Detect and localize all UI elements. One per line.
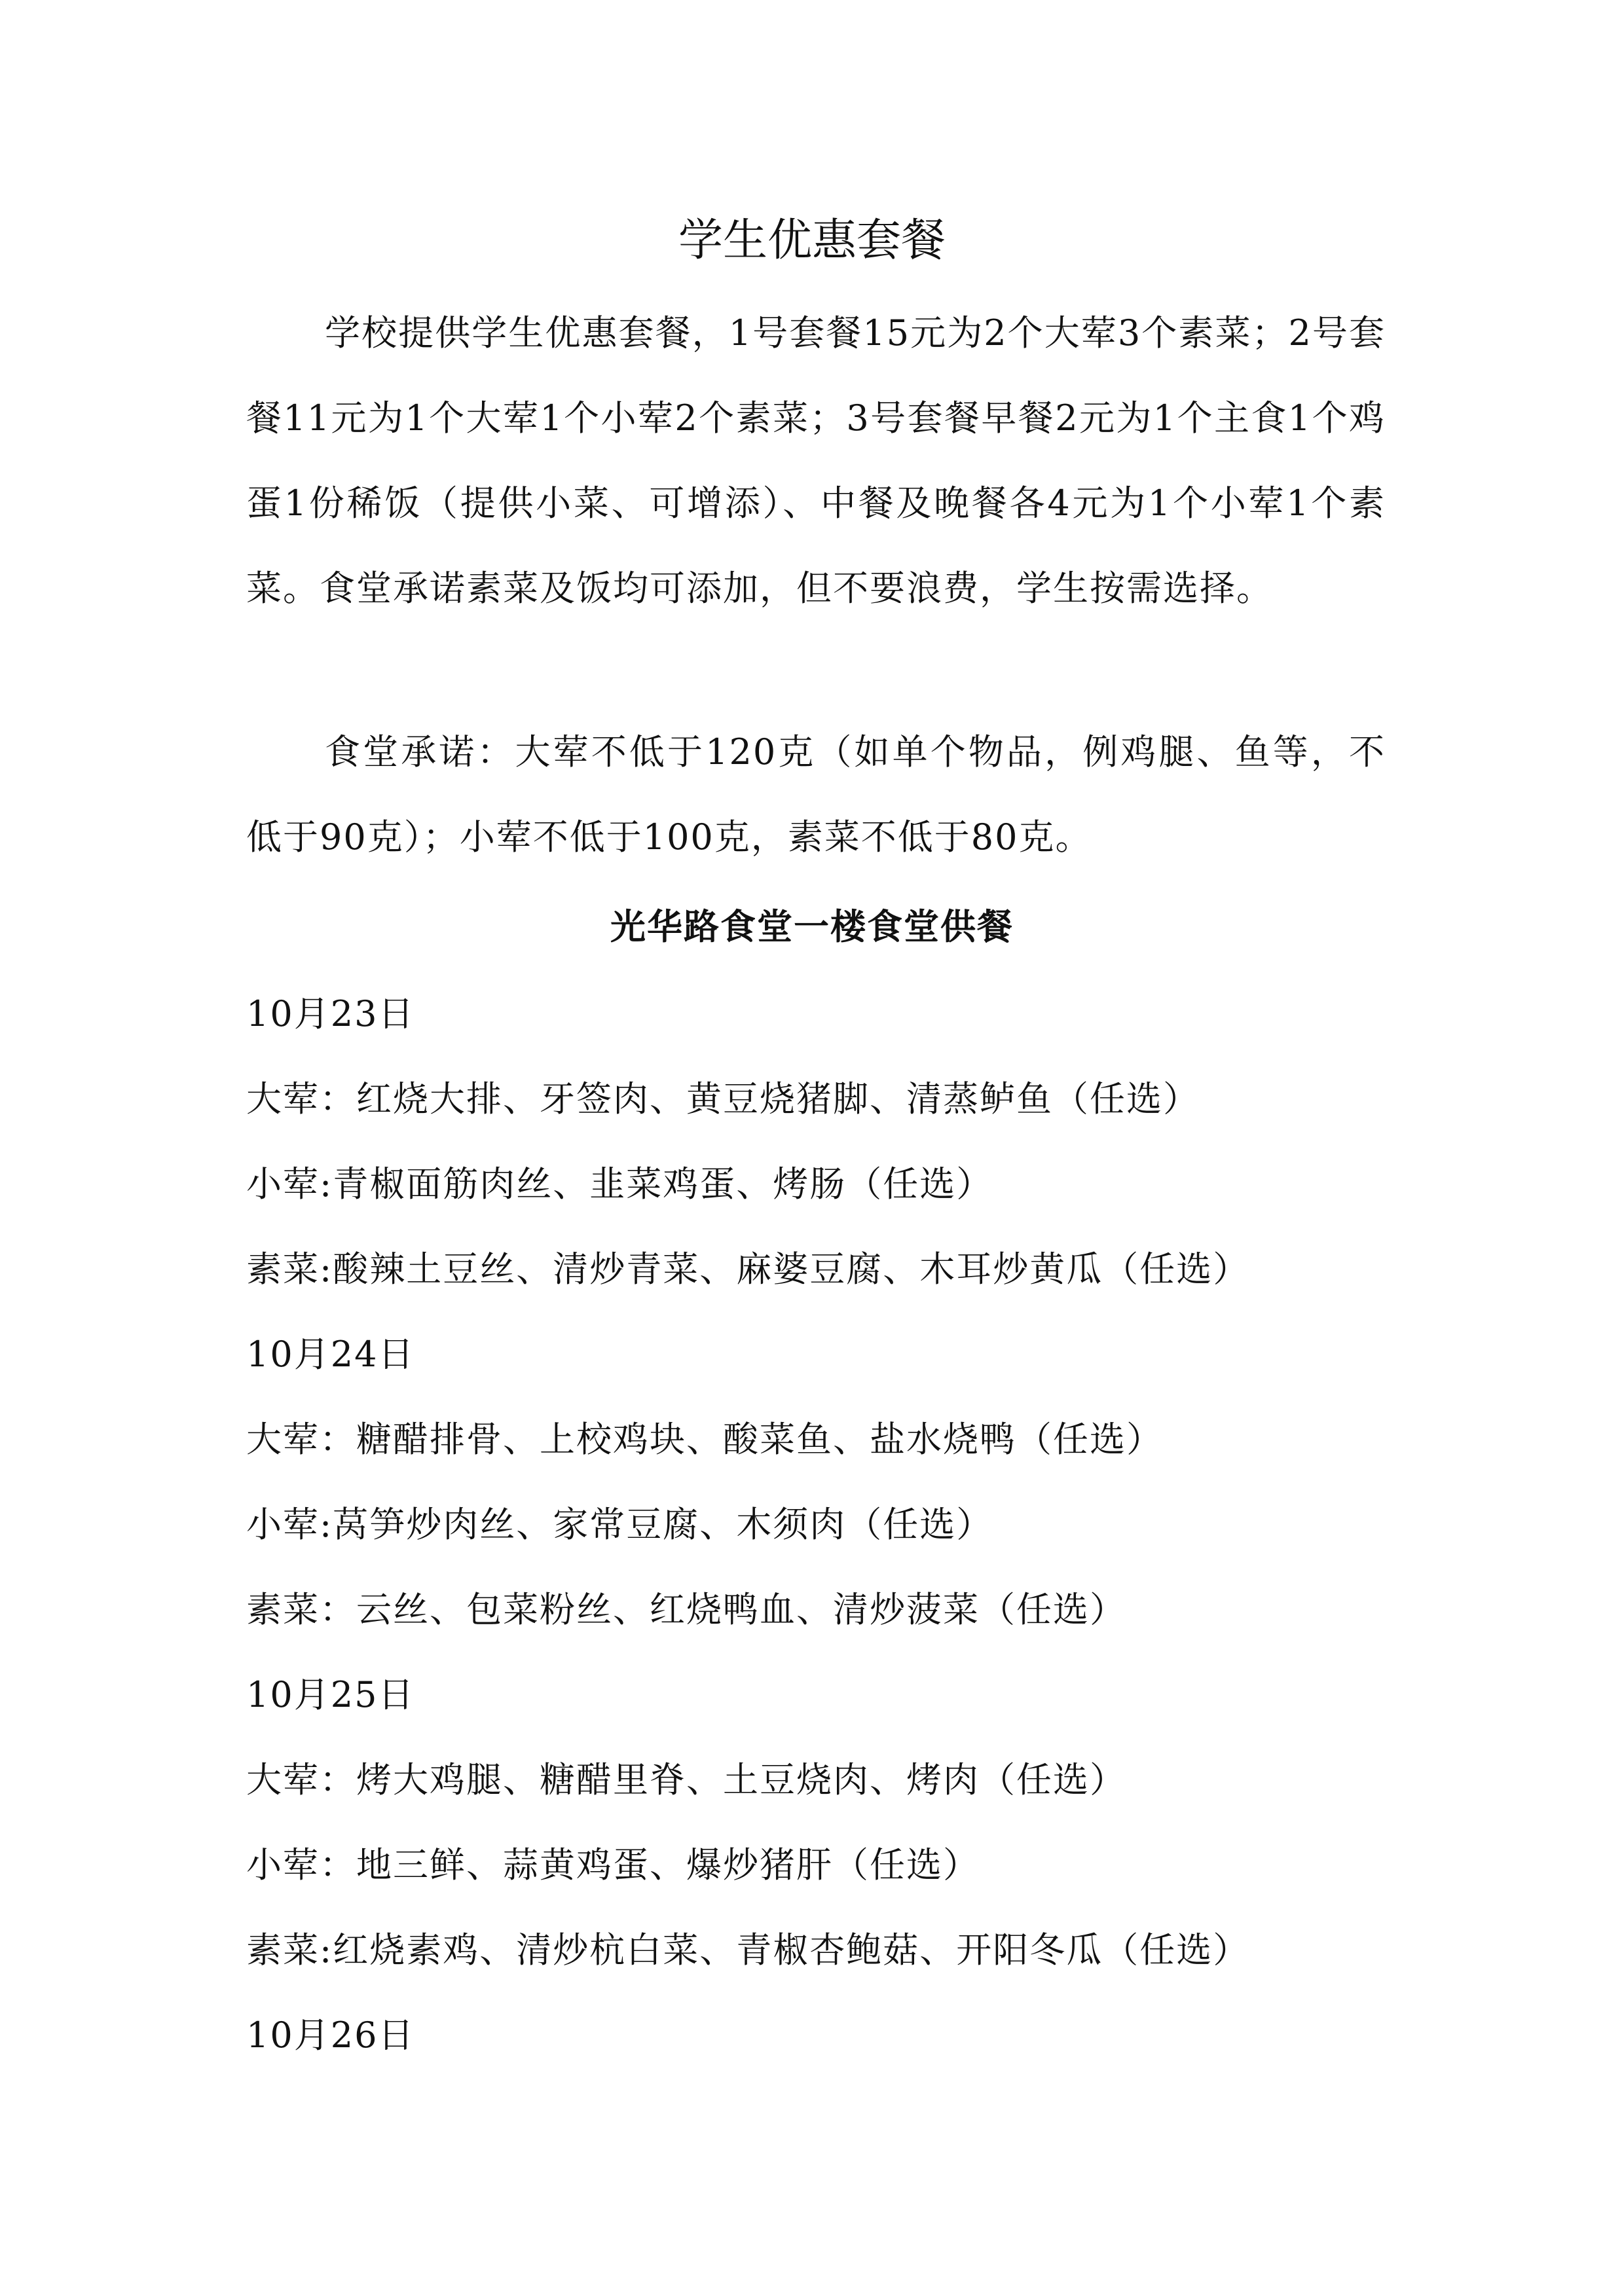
menu-item-line: 素菜:酸辣土豆丝、清炒青菜、麻婆豆腐、木耳炒黄瓜（任选） <box>246 1248 1250 1290</box>
menu-item-line: 小荤：地三鲜、蒜黄鸡蛋、爆炒猪肝（任选） <box>246 1844 980 1886</box>
menu-list <box>246 972 1399 2078</box>
menu-item-line: 小荤:莴笋炒肉丝、家常豆腐、木须肉（任选） <box>246 1504 993 1545</box>
menu-item-line: 素菜：云丝、包菜粉丝、红烧鸭血、清炒菠菜（任选） <box>246 1589 1126 1630</box>
menu-item-line: 大荤：红烧大排、牙签肉、黄豆烧猪脚、清蒸鲈鱼（任选） <box>246 1078 1200 1120</box>
menu-date: 10月24日 <box>246 1334 415 1375</box>
menu-item-line: 素菜:红烧素鸡、清炒杭白菜、青椒杏鲍菇、开阳冬瓜（任选） <box>246 1929 1250 1971</box>
menu-item-line: 小荤:青椒面筋肉丝、韭菜鸡蛋、烤肠（任选） <box>246 1163 993 1205</box>
menu-date: 10月26日 <box>246 2014 415 2056</box>
menu-item-line: 大荤：烤大鸡腿、糖醋里脊、土豆烧肉、烤肉（任选） <box>246 1759 1126 1800</box>
section-heading: 光华路食堂一楼食堂供餐 <box>610 906 1014 947</box>
page-title: 学生优惠套餐 <box>678 215 946 266</box>
portion-promise-paragraph: 食堂承诺：大荤不低于120克（如单个物品，例鸡腿、鱼等，不低于90克）；小荤不低于100克，素菜不低于80克。 <box>246 731 1386 858</box>
menu-item-line: 大荤：糖醋排骨、上校鸡块、酸菜鱼、盐水烧鸭（任选） <box>246 1419 1163 1460</box>
intro-paragraph: 学校提供学生优惠套餐，1号套餐15元为2个大荤3个素菜；2号套餐11元为1个大荤1个小荤2个素菜；3号套餐早餐2元为1个主食1个鸡蛋1份稀饭（提供小菜、可增添）、中餐及晚餐各4元为1个小荤1个素菜。食堂承诺素菜及饭均可添加，但不要浪费，学生按需选择。 <box>246 312 1386 609</box>
menu-date: 10月25日 <box>246 1674 415 1715</box>
menu-date: 10月23日 <box>246 993 415 1034</box>
